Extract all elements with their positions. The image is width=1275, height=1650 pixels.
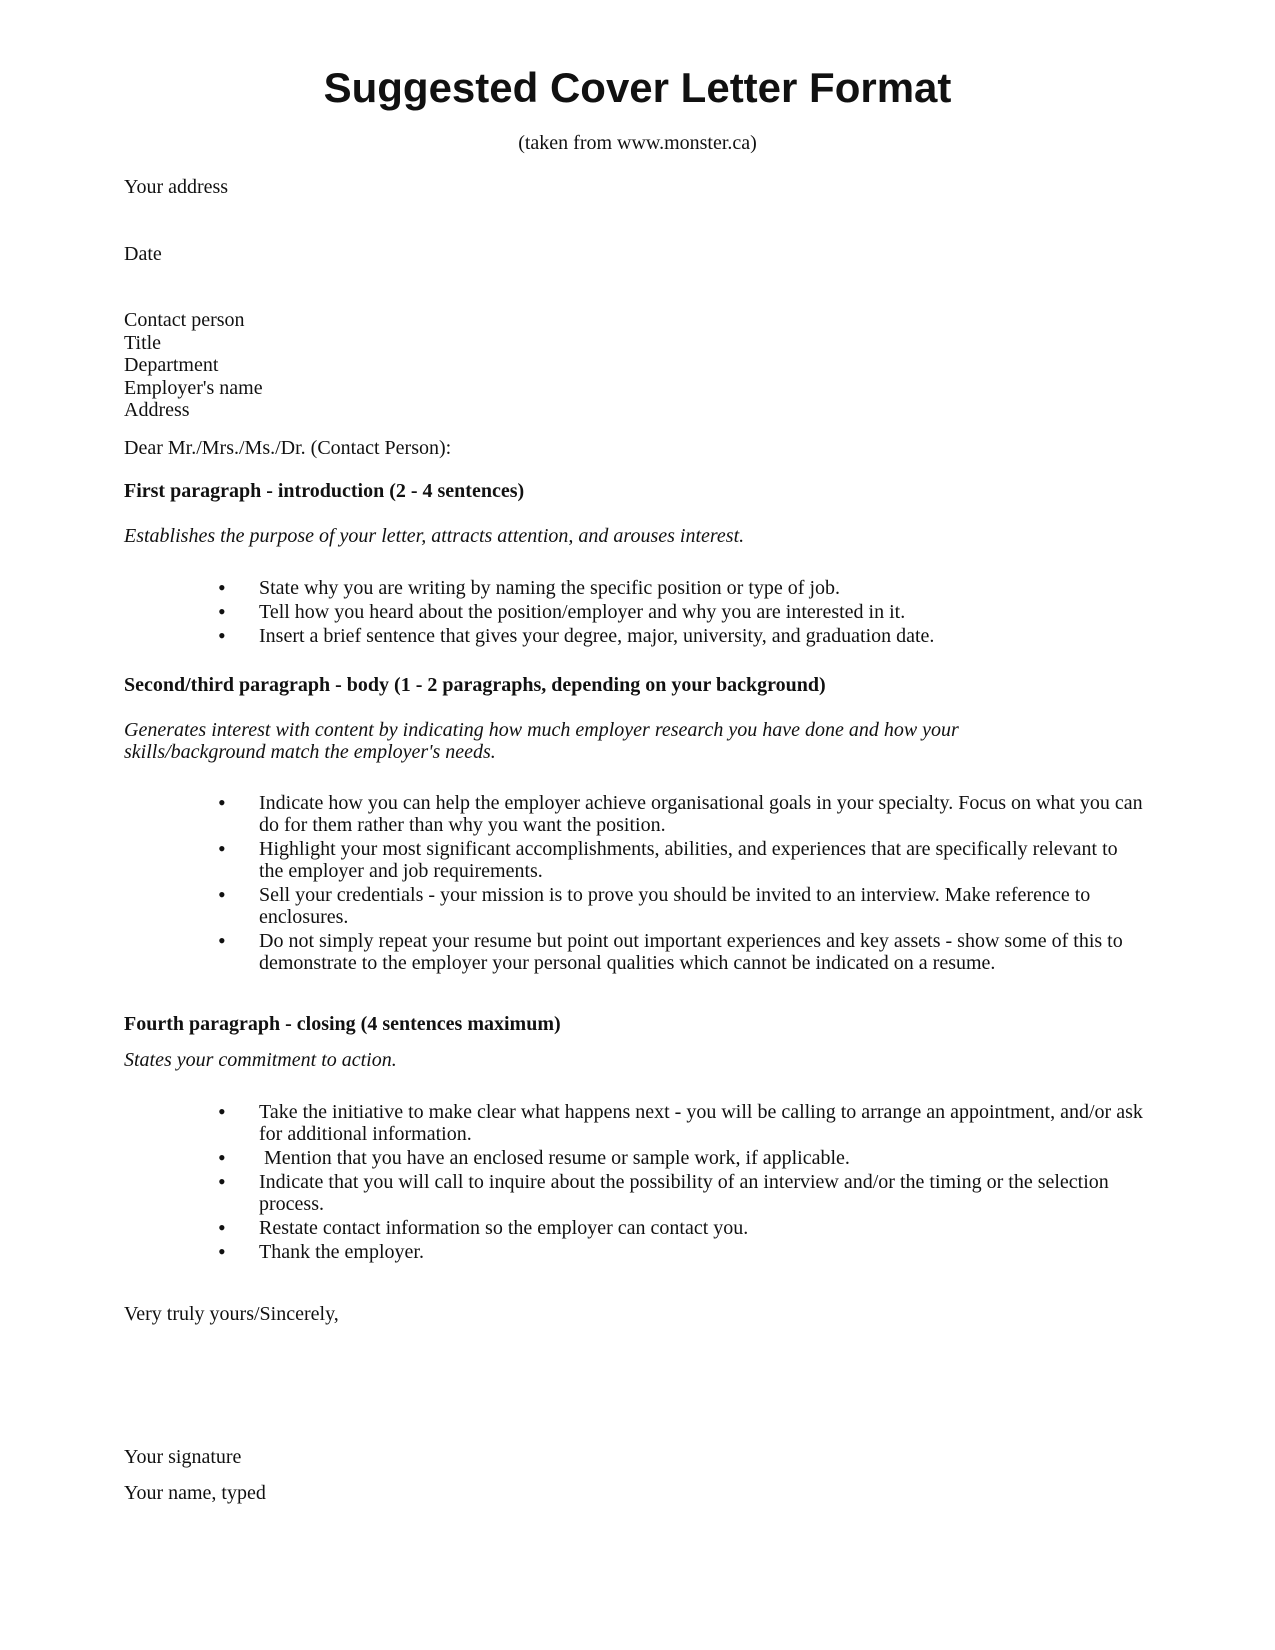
list-item: • Highlight your most significant accomplishments, abilities, and experiences that are specifically relevant to the employer and job requirements. bbox=[124, 838, 1144, 882]
section-heading-closing-paragraph: Fourth paragraph - closing (4 sentences maximum) bbox=[124, 1013, 561, 1035]
list-item: • Mention that you have an enclosed resume or sample work, if applicable. bbox=[124, 1147, 1144, 1169]
section-heading-body-paragraph: Second/third paragraph - body (1 - 2 paragraphs, depending on your background) bbox=[124, 674, 826, 696]
list-item: • State why you are writing by naming the specific position or type of job. bbox=[124, 577, 1144, 599]
section-heading-first-paragraph: First paragraph - introduction (2 - 4 sentences) bbox=[124, 480, 525, 502]
recipient-block bbox=[124, 309, 1144, 422]
signature-line: Your signature bbox=[124, 1446, 242, 1468]
list-item: • Indicate that you will call to inquire about the possibility of an interview and/or the timing or the selection process. bbox=[124, 1171, 1144, 1215]
recipient-contact-person: Contact person bbox=[124, 309, 245, 331]
recipient-department: Department bbox=[124, 354, 219, 376]
list-item: • Sell your credentials - your mission is to prove you should be invited to an interview. Make reference to enclosures. bbox=[124, 884, 1144, 928]
page-title: Suggested Cover Letter Format bbox=[323, 64, 952, 111]
list-item: • Thank the employer. bbox=[124, 1241, 1144, 1263]
date-line: Date bbox=[124, 243, 162, 265]
your-address: Your address bbox=[124, 176, 229, 198]
salutation: Dear Mr./Mrs./Ms./Dr. (Contact Person): bbox=[124, 437, 452, 459]
source-note: (taken from www.monster.ca) bbox=[518, 132, 757, 154]
typed-name-line: Your name, typed bbox=[124, 1482, 266, 1504]
recipient-title: Title bbox=[124, 331, 162, 354]
section-description-first-paragraph: Establishes the purpose of your letter, attracts attention, and arouses interest. bbox=[124, 525, 745, 547]
list-item: • Tell how you heard about the position/employer and why you are interested in it. bbox=[124, 601, 1144, 623]
recipient-employer-name: Employer's name bbox=[124, 376, 263, 399]
bullet-list-first-paragraph bbox=[124, 577, 1144, 649]
bullet-list-closing-paragraph bbox=[124, 1101, 1144, 1265]
list-item: • Take the initiative to make clear what happens next - you will be calling to arrange an appointment, and/or ask for additional information. bbox=[124, 1101, 1144, 1145]
closing-line: Very truly yours/Sincerely, bbox=[124, 1303, 339, 1325]
recipient-address: Address bbox=[124, 399, 190, 421]
section-description-body-paragraph: Generates interest with content by indicating how much employer research you have done and how your skills/background match the employer's needs. bbox=[124, 719, 959, 763]
bullet-list-body-paragraph bbox=[124, 792, 1144, 976]
list-item: • Insert a brief sentence that gives your degree, major, university, and graduation date. bbox=[124, 625, 1144, 647]
list-item: • Indicate how you can help the employer achieve organisational goals in your specialty. Focus on what you can do for them rather than why you want the position. bbox=[124, 792, 1144, 836]
section-description-closing-paragraph: States your commitment to action. bbox=[124, 1049, 397, 1071]
list-item: • Do not simply repeat your resume but point out important experiences and key assets - show some of this to demonstrate to the employer your personal qualities which cannot be indicated on a resume. bbox=[124, 930, 1144, 974]
list-item: • Restate contact information so the employer can contact you. bbox=[124, 1217, 1144, 1239]
